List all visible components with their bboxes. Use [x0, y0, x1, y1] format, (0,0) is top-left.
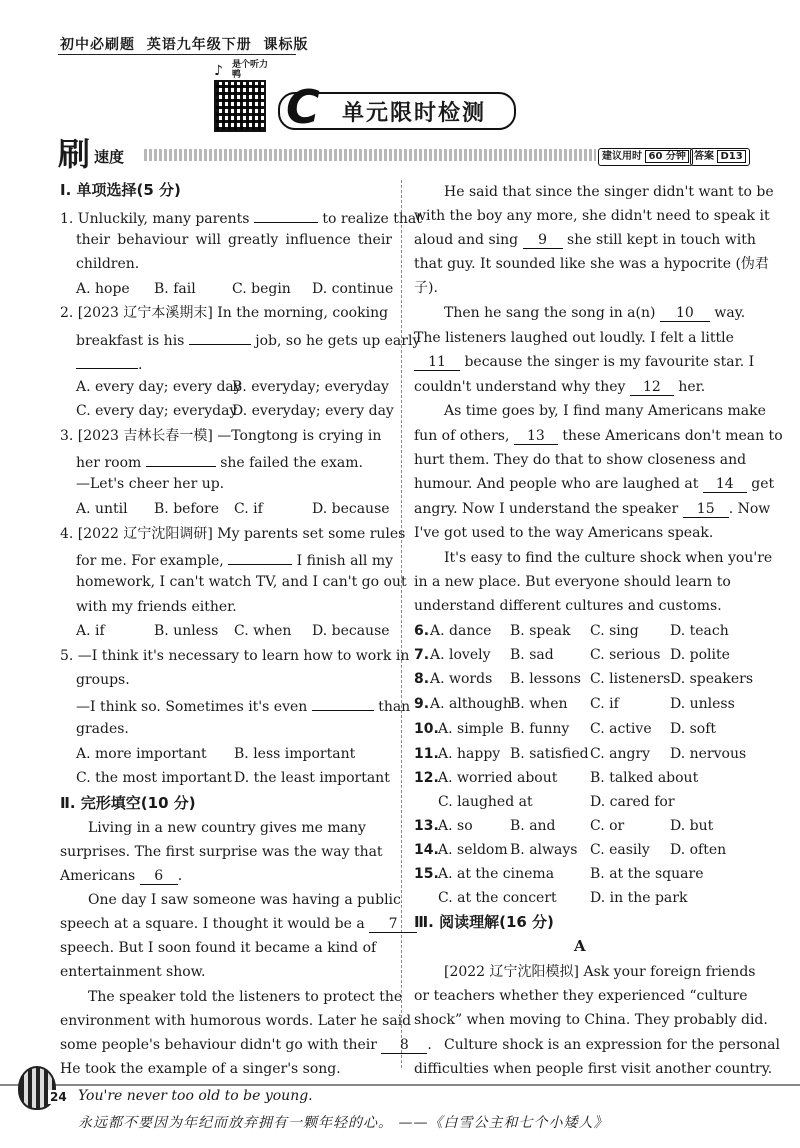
passage-line: entertainment show.	[60, 964, 206, 980]
blank-12[interactable]: 12	[630, 379, 674, 396]
option[interactable]: D. the least important	[234, 770, 390, 786]
blank-6[interactable]: 6	[140, 868, 178, 885]
cloze-options-12-ab: 12. A. worried about B. talked about	[414, 770, 699, 786]
option[interactable]: B. before	[154, 501, 220, 517]
option[interactable]: C. if	[234, 501, 263, 517]
footer-rule	[0, 1084, 800, 1086]
option[interactable]: B. unless	[154, 623, 219, 639]
passage-line: One day I saw someone was having a public	[88, 892, 401, 908]
suggest-label: 建议用时	[602, 151, 642, 162]
cloze-options-11: 11. A. happy B. satisfied C. angry D. nervous	[414, 746, 747, 762]
option[interactable]: B. at the square	[590, 866, 704, 882]
question-3-line2: her room she failed the exam.	[76, 450, 363, 473]
section-single-choice: Ⅰ. 单项选择(5 分)	[60, 181, 181, 199]
option[interactable]: A. worried about	[438, 770, 558, 786]
qr-code-icon[interactable]	[214, 80, 266, 132]
blank-15[interactable]: 15	[683, 501, 729, 518]
passage-line: shock” when moving to China. They probably did.	[414, 1012, 768, 1028]
question-2-line3: .	[76, 352, 142, 375]
option[interactable]: B. and	[510, 818, 556, 834]
option[interactable]: C. laughed at	[438, 794, 533, 810]
option[interactable]: D. polite	[670, 647, 730, 663]
cloze-options-14: 14. A. seldom B. always C. easily D. often	[414, 842, 727, 858]
passage-line: 子).	[414, 280, 438, 296]
option[interactable]: D. often	[670, 842, 727, 858]
passage-line: in a new place. But everyone should learn to	[414, 574, 731, 590]
question-2-options-ab	[76, 377, 389, 397]
blank-11[interactable]: 11	[414, 354, 460, 371]
passage-line: angry. Now I understand the speaker 15 . Now	[414, 501, 771, 517]
option[interactable]: D. soft	[670, 721, 717, 737]
passage-line: difficulties when people first visit another country.	[414, 1061, 773, 1077]
option[interactable]: A. although	[430, 696, 512, 712]
passage-line: understand different cultures and customs.	[414, 598, 722, 614]
option[interactable]: B. talked about	[590, 770, 699, 786]
blank[interactable]	[254, 206, 318, 223]
option[interactable]: D. cared for	[590, 794, 675, 810]
blank-9[interactable]: 9	[523, 232, 563, 249]
passage-line: The listeners laughed out loudly. I felt a little	[414, 330, 734, 346]
question-3-options	[76, 499, 390, 519]
question-3-line3: —Let's cheer her up.	[76, 476, 225, 492]
option[interactable]: B. fail	[154, 281, 196, 297]
question-5: 5. —I think it's necessary to learn how to work in	[60, 648, 410, 664]
question-3: 3. [2023 吉林长春一模] —Tongtong is crying in	[60, 428, 382, 444]
option[interactable]: D. speakers	[670, 671, 754, 687]
column-divider	[401, 180, 402, 1068]
blank-7[interactable]: 7	[369, 916, 417, 933]
option[interactable]: A. hope	[76, 281, 130, 297]
series-underline	[58, 54, 296, 55]
cloze-options-8: 8. A. words B. lessons C. listeners D. speakers	[414, 671, 754, 687]
suggest-time: 60 分钟	[645, 150, 688, 163]
passage-line: surprises. The first surprise was the way that	[60, 844, 383, 860]
question-4-options	[76, 621, 390, 641]
option[interactable]: D. in the park	[590, 890, 688, 906]
blank[interactable]	[146, 450, 216, 467]
option[interactable]: D. because	[312, 623, 390, 639]
question-5-line2: groups.	[76, 672, 130, 688]
blank[interactable]	[228, 548, 292, 565]
banner-letter: C	[286, 80, 320, 134]
passage-line: speech. But I soon found it became a kind of	[60, 940, 377, 956]
passage-line: or teachers whether they experienced “culture	[414, 988, 748, 1004]
option[interactable]: C. listeners	[590, 671, 671, 687]
passage-line: I've got used to the way Americans speak.	[414, 525, 714, 541]
option[interactable]: C. or	[590, 818, 625, 834]
option[interactable]: A. if	[76, 623, 105, 639]
passage-line: Living in a new country gives me many	[88, 820, 366, 836]
option[interactable]: C. active	[590, 721, 652, 737]
question-2-line2: breakfast is his job, so he gets up early	[76, 328, 420, 351]
passage-line: hurt them. They do that to show closeness and	[414, 452, 747, 468]
question-1-line3: children.	[76, 256, 140, 272]
option[interactable]: B. always	[510, 842, 578, 858]
question-5-options-ab	[76, 744, 355, 764]
answer-label: 答案	[694, 151, 714, 162]
option[interactable]: D. continue	[312, 281, 394, 297]
passage-line: He took the example of a singer's song.	[60, 1061, 341, 1077]
speed-char: 刷	[58, 135, 91, 173]
blank-13[interactable]: 13	[514, 428, 558, 445]
option[interactable]: D. nervous	[670, 746, 747, 762]
option[interactable]: C. the most important	[76, 770, 232, 786]
question-4-line3: homework, I can't watch TV, and I can't go out	[76, 574, 407, 590]
question-1-options	[76, 279, 393, 299]
blank-8[interactable]: 8	[381, 1037, 427, 1054]
option[interactable]: C. begin	[232, 281, 291, 297]
footer-quote-cn: 永远都不要因为年纪而放弃拥有一颗年轻的心。 ——《白雪公主和七个小矮人》	[78, 1115, 609, 1131]
series-title: 初中必刷题 英语九年级下册 课标版	[60, 37, 309, 53]
option[interactable]: C. sing	[590, 623, 639, 639]
blank-10[interactable]: 10	[660, 305, 710, 322]
cloze-options-13: 13. A. so B. and C. or D. but	[414, 818, 714, 834]
blank[interactable]	[189, 328, 251, 345]
option[interactable]: C. when	[234, 623, 292, 639]
speed-label: 速度	[94, 148, 125, 166]
headphone-icon: ♪	[214, 63, 223, 79]
option[interactable]: A. happy	[438, 746, 501, 762]
option[interactable]: D. because	[312, 501, 390, 517]
option[interactable]: B. lessons	[510, 671, 581, 687]
qr-caption: 是个听力鸭	[232, 60, 269, 80]
option[interactable]: A. more important	[76, 746, 207, 762]
option[interactable]: D. everyday; every day	[232, 403, 394, 419]
passage-line: The speaker told the listeners to protect the	[88, 989, 403, 1005]
option[interactable]: C. every day; everyday	[76, 403, 238, 419]
cloze-options-7: 7. A. lovely B. sad C. serious D. polite	[414, 647, 730, 663]
option[interactable]: D. but	[670, 818, 714, 834]
question-5-options-cd	[76, 768, 390, 788]
option[interactable]: A. dance	[430, 623, 492, 639]
cloze-options-15-cd	[438, 888, 687, 908]
answer-code: D13	[717, 150, 745, 163]
passage-line: It's easy to find the culture shock when you're	[444, 550, 773, 566]
question-2-options-cd	[76, 401, 394, 421]
option[interactable]: B. satisfied	[510, 746, 589, 762]
section-cloze: Ⅱ. 完形填空(10 分)	[60, 794, 196, 812]
option[interactable]: C. angry	[590, 746, 651, 762]
passage-line: environment with humorous words. Later he said	[60, 1013, 412, 1029]
passage-line: humour. And people who are laughed at 14 get	[414, 476, 775, 492]
option[interactable]: C. at the concert	[438, 890, 557, 906]
blank-14[interactable]: 14	[703, 476, 747, 493]
page-number: 24	[50, 1090, 67, 1104]
question-2: 2. [2023 辽宁本溪期末] In the morning, cooking	[60, 305, 389, 321]
option[interactable]: A. words	[430, 671, 493, 687]
option[interactable]: C. if	[590, 696, 619, 712]
passage-line: speech at a square. I thought it would be a 7	[60, 914, 417, 934]
passage-line: As time goes by, I find many Americans make	[444, 403, 766, 419]
passage-line: fun of others, 13 these Americans don't mean to	[414, 428, 783, 444]
section-reading: Ⅲ. 阅读理解(16 分)	[414, 913, 554, 931]
option[interactable]: A. lovely	[430, 647, 491, 663]
option[interactable]: B. everyday; everyday	[232, 379, 389, 395]
passage-line: some people's behaviour didn't go with their 8 .	[60, 1037, 432, 1053]
cloze-options-9: 9. A. although B. when C. if D. unless	[414, 696, 735, 712]
passage-line: that guy. It sounded like she was a hypocrite (伪君	[414, 256, 769, 272]
question-5-line4: grades.	[76, 721, 129, 737]
passage-line: Then he sang the song in a(n) 10 way.	[444, 305, 746, 321]
suggest-time-tag	[598, 148, 693, 166]
question-1-line2: their behaviour will greatly influence their	[76, 232, 392, 248]
option[interactable]: B. funny	[510, 721, 570, 737]
banner-title: 单元限时检测	[342, 101, 487, 126]
cloze-options-6: 6. A. dance B. speak C. sing D. teach	[414, 623, 729, 639]
question-4-line2: for me. For example, I finish all my	[76, 548, 393, 571]
passage-line: 11 because the singer is my favourite star. I	[414, 352, 754, 372]
question-4: 4. [2022 辽宁沈阳调研] My parents set some rules	[60, 526, 406, 542]
option[interactable]: C. easily	[590, 842, 650, 858]
blank[interactable]	[312, 694, 374, 711]
question-5-line3: —I think so. Sometimes it's even than	[76, 694, 410, 717]
option[interactable]: B. less important	[234, 746, 356, 762]
option[interactable]: D. unless	[670, 696, 735, 712]
passage-line: with the boy any more, she didn't need to speak it	[414, 208, 770, 224]
option[interactable]: C. serious	[590, 647, 661, 663]
option[interactable]: B. speak	[510, 623, 571, 639]
option[interactable]: B. when	[510, 696, 568, 712]
passage-line: He said that since the singer didn't want to be	[444, 184, 774, 200]
option[interactable]: A. at the cinema	[438, 866, 555, 882]
option[interactable]: A. simple	[438, 721, 504, 737]
option[interactable]: A. seldom	[438, 842, 508, 858]
option[interactable]: A. until	[76, 501, 128, 517]
option[interactable]: D. teach	[670, 623, 729, 639]
option[interactable]: A. so	[438, 818, 473, 834]
question-4-line4: with my friends either.	[76, 599, 237, 615]
passage-line: aloud and sing 9 she still kept in touch with	[414, 232, 756, 248]
passage-line: [2022 辽宁沈阳模拟] Ask your foreign friends	[444, 964, 756, 980]
answer-tag	[690, 148, 750, 166]
option[interactable]: B. sad	[510, 647, 554, 663]
passage-line: Americans 6 .	[60, 868, 183, 884]
option[interactable]: A. every day; every day	[76, 379, 242, 395]
passage-line: couldn't understand why they 12 her.	[414, 379, 706, 395]
passage-line: Culture shock is an expression for the personal	[444, 1037, 780, 1053]
cloze-options-10: 10. A. simple B. funny C. active D. soft	[414, 721, 717, 737]
cloze-options-12-cd	[438, 792, 675, 812]
cloze-options-15-ab: 15. A. at the cinema B. at the square	[414, 866, 704, 882]
question-1: 1. Unluckily, many parents to realize that	[60, 206, 392, 229]
footer-quote-en: You're never too old to be young.	[78, 1088, 313, 1104]
dotted-divider	[144, 149, 596, 161]
blank[interactable]	[76, 352, 138, 369]
passage-a-title: A	[574, 937, 586, 955]
